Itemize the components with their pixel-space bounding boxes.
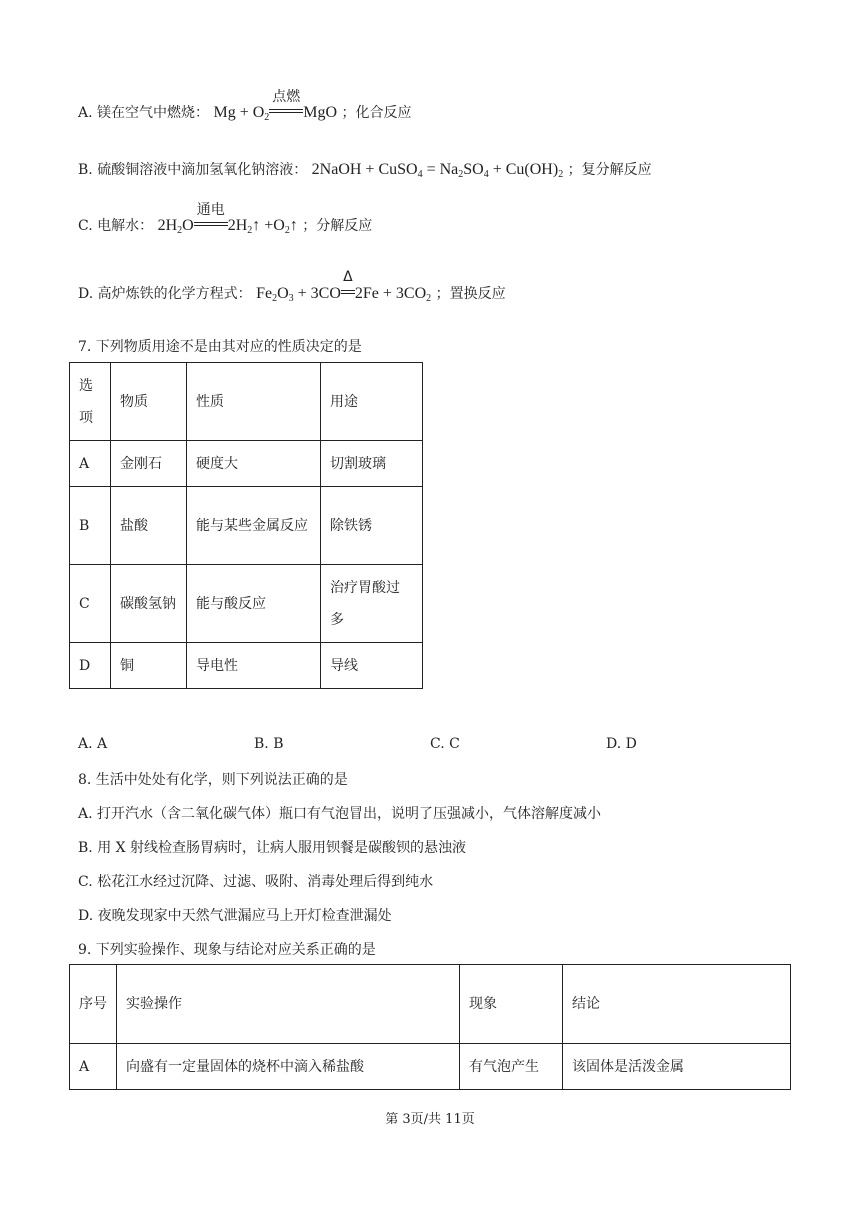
q7-choice-d: D. D <box>606 736 637 752</box>
q8-option-d: D. 夜晚发现家中天然气泄漏应马上开灯检查泄漏处 <box>78 908 392 924</box>
option-a <box>78 89 412 123</box>
table-cell: 向盛有一定量固体的烧杯中滴入稀盐酸 <box>117 1044 460 1090</box>
header-cell: 结论 <box>563 965 791 1044</box>
condition-c: 通电 <box>194 217 228 235</box>
q7-choice-c: C. C <box>430 736 460 752</box>
option-d-label: D. 高炉炼铁的化学方程式： <box>78 286 252 302</box>
table-cell: 导线 <box>321 643 423 689</box>
table-cell: 铜 <box>111 643 187 689</box>
table-row <box>70 643 423 689</box>
table-cell: C <box>70 565 111 643</box>
table-header-row <box>70 965 791 1044</box>
table-cell: 碳酸氢钠 <box>111 565 187 643</box>
header-cell: 选项 <box>70 363 111 441</box>
header-cell: 现象 <box>460 965 563 1044</box>
header-cell: 性质 <box>187 363 321 441</box>
table-row <box>70 487 423 565</box>
q9-stem: 9. 下列实验操作、现象与结论对应关系正确的是 <box>78 942 376 958</box>
q7-stem: 7. 下列物质用途不是由其对应的性质决定的是 <box>78 339 362 355</box>
equation-c: $2H_2O$ 通电 $2H_2↑$ $+O_2↑$ <box>157 202 298 236</box>
table-row <box>70 441 423 487</box>
q9-table <box>69 964 791 1090</box>
option-a-label: A. 镁在空气中燃烧： <box>78 105 210 121</box>
table-cell: 导电性 <box>187 643 321 689</box>
table-cell: 能与酸反应 <box>187 565 321 643</box>
option-c-tail: ；分解反应 <box>302 218 373 234</box>
table-row <box>70 1044 791 1090</box>
table-cell: 该固体是活泼金属 <box>563 1044 791 1090</box>
condition-d: Δ <box>341 285 355 303</box>
q8-stem: 8. 生活中处处有化学，则下列说法正确的是 <box>78 772 348 788</box>
table-cell: A <box>70 1044 117 1090</box>
table-cell: A <box>70 441 111 487</box>
option-b <box>78 159 652 180</box>
option-b-label: B. 硫酸铜溶液中滴加氢氧化钠溶液： <box>78 162 308 178</box>
option-a-tail: ；化合反应 <box>341 105 412 121</box>
option-c <box>78 202 373 236</box>
table-cell: 盐酸 <box>111 487 187 565</box>
table-cell: B <box>70 487 111 565</box>
table-cell: 治疗胃酸过多 <box>321 565 423 643</box>
page-footer: 第 3页/共 11页 <box>385 1112 475 1127</box>
table-cell: 切割玻璃 <box>321 441 423 487</box>
header-cell: 物质 <box>111 363 187 441</box>
option-d-tail: ；置换反应 <box>435 286 506 302</box>
table-cell: 硬度大 <box>187 441 321 487</box>
header-cell: 序号 <box>70 965 117 1044</box>
option-b-tail: ；复分解反应 <box>567 162 652 178</box>
condition-a: 点燃 <box>269 104 303 122</box>
equation-b: 2NaOH + CuSO$_4$ = $Na_2SO_4 + Cu(OH)_2$ <box>311 161 564 180</box>
header-cell: 用途 <box>321 363 423 441</box>
table-cell: 除铁锈 <box>321 487 423 565</box>
table-cell: D <box>70 643 111 689</box>
equation-d: $Fe_2O_3 + 3CO$ Δ $2Fe + 3CO_2$ <box>256 269 432 304</box>
option-d <box>78 269 506 304</box>
table-row <box>70 565 423 643</box>
q7-choice-a: A. A <box>78 736 108 752</box>
q8-option-a: A. 打开汽水（含二氧化碳气体）瓶口有气泡冒出，说明了压强减小，气体溶解度减小 <box>78 806 602 822</box>
q8-option-c: C. 松花江水经过沉降、过滤、吸附、消毒处理后得到纯水 <box>78 874 434 890</box>
table-cell: 有气泡产生 <box>460 1044 563 1090</box>
table-cell: 金刚石 <box>111 441 187 487</box>
q7-choice-b: B. B <box>254 736 284 752</box>
header-cell: 实验操作 <box>117 965 460 1044</box>
q7-table <box>69 362 423 689</box>
equation-a: $Mg + O_2$ 点燃 MgO <box>213 89 338 123</box>
option-c-label: C. 电解水： <box>78 218 154 234</box>
table-header-row <box>70 363 423 441</box>
table-cell: 能与某些金属反应 <box>187 487 321 565</box>
q8-option-b: B. 用 X 射线检查肠胃病时，让病人服用钡餐是碳酸钡的悬浊液 <box>78 840 467 856</box>
